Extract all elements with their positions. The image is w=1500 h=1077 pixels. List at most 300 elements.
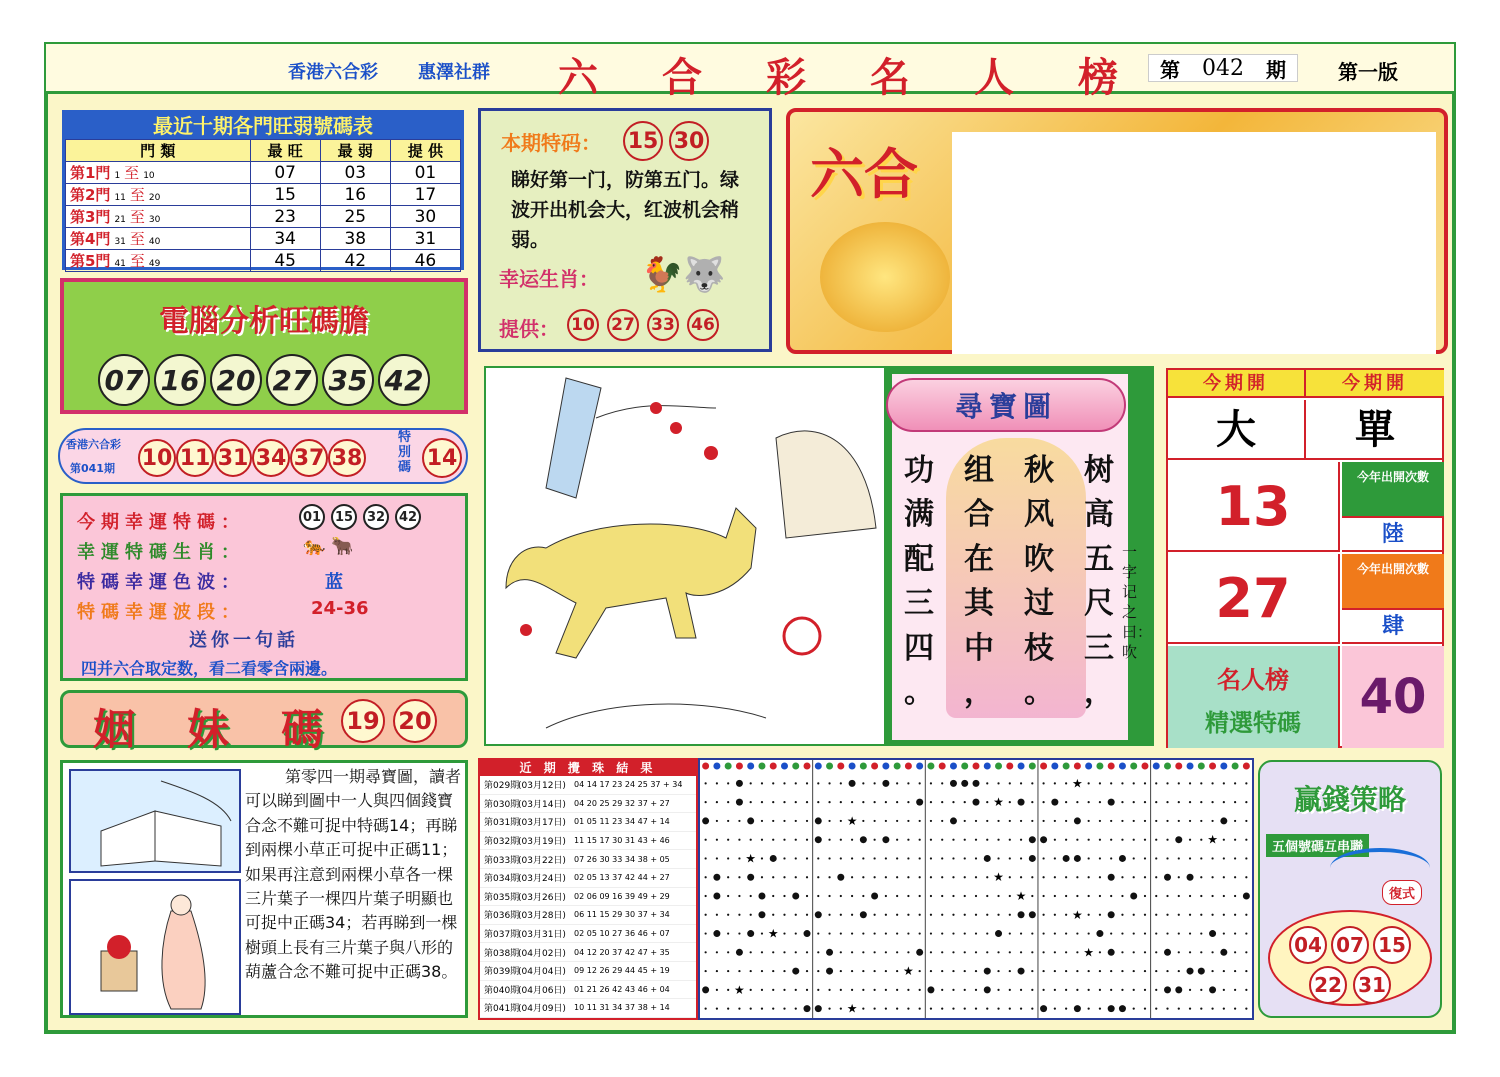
row-numbers: 02 06 09 16 39 49 + 29 — [574, 891, 670, 901]
column-color-marker — [1187, 763, 1194, 770]
title-char: 彩 — [766, 54, 806, 101]
row-date: (03月22日) — [518, 855, 566, 866]
lucky-range: 24-36 — [311, 598, 369, 619]
empty-dot — [1088, 1008, 1090, 1010]
empty-dot — [761, 951, 763, 953]
table-row — [66, 228, 461, 250]
empty-dot — [840, 801, 842, 803]
empty-dot — [1088, 914, 1090, 916]
hit-dot — [995, 930, 1002, 937]
empty-dot — [874, 1008, 876, 1010]
title-char: 榜 — [1078, 54, 1118, 101]
result-number: 37 — [290, 439, 328, 477]
analysis-title: 電腦分析旺碼膽 — [159, 304, 369, 339]
empty-dot — [817, 782, 819, 784]
column-color-marker — [973, 763, 980, 770]
strategy-numbers-oval — [1268, 910, 1432, 1006]
empty-dot — [806, 782, 808, 784]
empty-dot — [907, 820, 909, 822]
empty-dot — [885, 1008, 887, 1010]
empty-dot — [750, 782, 752, 784]
zodiac-animals-icon: 🐅 🐂 — [303, 536, 354, 557]
strategy-number: 04 — [1289, 926, 1327, 964]
empty-dot — [975, 914, 977, 916]
empty-dot — [1245, 970, 1247, 972]
empty-dot — [874, 801, 876, 803]
empty-dot — [761, 876, 763, 878]
treasure-picture — [484, 366, 886, 746]
col-give: 提 供 — [390, 140, 460, 162]
empty-dot — [705, 857, 707, 859]
banner-blank-area — [952, 132, 1436, 354]
empty-dot — [1223, 932, 1225, 934]
empty-dot — [727, 932, 729, 934]
empty-dot — [1042, 951, 1044, 953]
empty-dot — [1065, 801, 1067, 803]
empty-dot — [1144, 1008, 1146, 1010]
empty-dot — [919, 782, 921, 784]
row-period: 第032期 — [484, 837, 520, 848]
empty-dot — [1245, 782, 1247, 784]
row-date: (03月19日) — [518, 837, 566, 848]
empty-dot — [1065, 782, 1067, 784]
hit-dot — [1119, 855, 1126, 862]
empty-dot — [1088, 876, 1090, 878]
empty-dot — [761, 820, 763, 822]
empty-dot — [761, 857, 763, 859]
empty-dot — [1155, 839, 1157, 841]
empty-dot — [828, 782, 830, 784]
empty-dot — [761, 839, 763, 841]
empty-dot — [885, 951, 887, 953]
empty-dot — [783, 970, 785, 972]
empty-dot — [874, 839, 876, 841]
empty-dot — [1031, 1008, 1033, 1010]
empty-dot — [1065, 839, 1067, 841]
computer-analysis-box — [60, 278, 468, 414]
door-to: 30 — [148, 215, 161, 225]
empty-dot — [919, 839, 921, 841]
empty-dot — [750, 1008, 752, 1010]
poem-char: 中 — [964, 630, 994, 666]
table-row — [66, 250, 461, 272]
column-color-marker — [1018, 763, 1025, 770]
empty-dot — [806, 914, 808, 916]
lucky-row3-label: 特碼幸運色波： — [77, 572, 245, 593]
empty-dot — [896, 951, 898, 953]
empty-dot — [862, 989, 864, 991]
door-cell — [66, 228, 251, 250]
empty-dot — [1189, 820, 1191, 822]
hit-dot — [770, 855, 777, 862]
empty-dot — [1189, 914, 1191, 916]
empty-dot — [907, 876, 909, 878]
empty-dot — [896, 801, 898, 803]
door-from: 31 — [114, 237, 126, 247]
empty-dot — [930, 801, 932, 803]
empty-dot — [874, 820, 876, 822]
empty-dot — [1031, 970, 1033, 972]
row-period: 第034期 — [484, 874, 520, 885]
special-number: 30 — [669, 121, 709, 161]
empty-dot — [851, 914, 853, 916]
hit-dot — [1175, 836, 1182, 843]
hit-dot — [860, 911, 867, 918]
empty-dot — [1042, 820, 1044, 822]
empty-dot — [828, 820, 830, 822]
door-name: 第5門 — [70, 252, 111, 270]
empty-dot — [1110, 989, 1112, 991]
empty-dot — [941, 970, 943, 972]
poem-char: ， — [1084, 674, 1114, 710]
result-row — [480, 906, 696, 925]
special-star-mark: ★ — [734, 982, 745, 997]
column-color-marker — [1243, 763, 1250, 770]
result-row — [480, 850, 696, 869]
poem-char: ， — [964, 674, 994, 710]
empty-dot — [997, 1008, 999, 1010]
empty-dot — [761, 801, 763, 803]
empty-dot — [907, 989, 909, 991]
special-star-mark: ★ — [1083, 945, 1095, 960]
empty-dot — [750, 839, 752, 841]
empty-dot — [975, 970, 977, 972]
empty-dot — [828, 914, 830, 916]
banner — [786, 108, 1448, 354]
empty-dot — [885, 914, 887, 916]
empty-dot — [896, 820, 898, 822]
empty-dot — [1110, 970, 1112, 972]
empty-dot — [986, 782, 988, 784]
empty-dot — [1088, 839, 1090, 841]
column-color-marker — [1119, 763, 1126, 770]
empty-dot — [1178, 932, 1180, 934]
empty-dot — [1099, 1008, 1101, 1010]
empty-dot — [1178, 801, 1180, 803]
empty-dot — [907, 895, 909, 897]
empty-dot — [1200, 1008, 1202, 1010]
empty-dot — [1054, 895, 1056, 897]
empty-dot — [885, 932, 887, 934]
empty-dot — [997, 951, 999, 953]
empty-dot — [817, 970, 819, 972]
empty-dot — [738, 970, 740, 972]
special-star-mark: ★ — [993, 795, 1004, 810]
empty-dot — [930, 857, 932, 859]
empty-dot — [1031, 951, 1033, 953]
last-result-numbers — [138, 439, 366, 477]
empty-dot — [1009, 1008, 1011, 1010]
analysis-number: 35 — [322, 354, 374, 406]
empty-dot — [874, 970, 876, 972]
row-date: (04月04日) — [518, 967, 566, 978]
empty-dot — [840, 895, 842, 897]
empty-dot — [1223, 839, 1225, 841]
empty-dot — [997, 839, 999, 841]
empty-dot — [783, 914, 785, 916]
empty-dot — [795, 782, 797, 784]
table-row — [66, 184, 461, 206]
empty-dot — [828, 857, 830, 859]
empty-dot — [1099, 820, 1101, 822]
empty-dot — [1166, 839, 1168, 841]
empty-dot — [975, 932, 977, 934]
empty-dot — [1200, 857, 1202, 859]
hit-dot — [1209, 986, 1216, 993]
empty-dot — [1042, 782, 1044, 784]
empty-dot — [1009, 839, 1011, 841]
empty-dot — [952, 839, 954, 841]
empty-dot — [1009, 801, 1011, 803]
empty-dot — [738, 1008, 740, 1010]
hit-dot — [1130, 893, 1137, 900]
empty-dot — [1099, 876, 1101, 878]
empty-dot — [806, 839, 808, 841]
empty-dot — [1133, 989, 1135, 991]
poem-char: 功 — [904, 453, 934, 488]
empty-dot — [1144, 932, 1146, 934]
empty-dot — [1245, 820, 1247, 822]
row-date: (03月28日) — [518, 911, 566, 922]
empty-dot — [817, 857, 819, 859]
title-char: 合 — [662, 54, 702, 101]
empty-dot — [738, 876, 740, 878]
cell-cold: 16 — [320, 184, 390, 206]
empty-dot — [862, 782, 864, 784]
empty-dot — [919, 932, 921, 934]
empty-dot — [851, 951, 853, 953]
empty-dot — [1234, 895, 1236, 897]
empty-dot — [761, 970, 763, 972]
empty-dot — [705, 876, 707, 878]
empty-dot — [1042, 895, 1044, 897]
empty-dot — [761, 989, 763, 991]
hit-dot — [1187, 874, 1194, 881]
empty-dot — [727, 914, 729, 916]
empty-dot — [997, 989, 999, 991]
poem-char: 三 — [1084, 630, 1114, 666]
empty-dot — [1155, 932, 1157, 934]
column-color-marker — [1029, 763, 1036, 770]
empty-dot — [1110, 820, 1112, 822]
empty-dot — [1144, 951, 1146, 953]
empty-dot — [851, 876, 853, 878]
empty-dot — [1166, 801, 1168, 803]
empty-dot — [783, 839, 785, 841]
special-number: 14 — [422, 438, 462, 478]
empty-dot — [1178, 857, 1180, 859]
empty-dot — [1099, 801, 1101, 803]
empty-dot — [795, 876, 797, 878]
right-panel — [1166, 368, 1444, 748]
result-number: 31 — [214, 439, 252, 477]
empty-dot — [874, 914, 876, 916]
gold-ornament-icon — [820, 222, 950, 332]
poem-char: 枝 — [1024, 630, 1054, 666]
provide-label: 提供： — [499, 317, 559, 341]
empty-dot — [1020, 820, 1022, 822]
row-numbers: 09 12 26 29 44 45 + 19 — [574, 966, 670, 976]
empty-dot — [1009, 970, 1011, 972]
result-number: 38 — [328, 439, 366, 477]
empty-dot — [1234, 951, 1236, 953]
empty-dot — [919, 914, 921, 916]
empty-dot — [851, 932, 853, 934]
banner-logo: 六合 — [810, 142, 918, 206]
row-numbers: 04 20 25 29 32 37 + 27 — [574, 798, 670, 808]
lucky-number: 15 — [331, 504, 357, 530]
empty-dot — [1189, 951, 1191, 953]
cell-cold: 25 — [320, 206, 390, 228]
row-date: (04月06日) — [518, 985, 566, 996]
column-color-marker — [1164, 763, 1171, 770]
rooster-dog-icon: 🐓🐺 — [641, 255, 726, 295]
hit-dot — [1074, 1005, 1081, 1012]
empty-dot — [975, 895, 977, 897]
empty-dot — [975, 876, 977, 878]
column-color-marker — [950, 763, 957, 770]
hit-dot — [747, 817, 754, 824]
empty-dot — [1099, 782, 1101, 784]
empty-dot — [1155, 782, 1157, 784]
empty-dot — [964, 857, 966, 859]
empty-dot — [1166, 970, 1168, 972]
hit-dot — [916, 799, 923, 806]
empty-dot — [1144, 989, 1146, 991]
empty-dot — [772, 782, 774, 784]
result-row — [480, 981, 696, 1000]
poem-column — [1024, 452, 1054, 712]
empty-dot — [851, 857, 853, 859]
empty-dot — [919, 876, 921, 878]
hit-dot — [961, 780, 968, 787]
hit-dot — [1040, 836, 1047, 843]
empty-dot — [1121, 932, 1123, 934]
empty-dot — [1155, 914, 1157, 916]
column-color-marker — [1096, 763, 1103, 770]
empty-dot — [1234, 1008, 1236, 1010]
empty-dot — [941, 876, 943, 878]
poem-column — [904, 452, 934, 712]
empty-dot — [1088, 857, 1090, 859]
empty-dot — [1189, 895, 1191, 897]
empty-dot — [997, 914, 999, 916]
empty-dot — [738, 895, 740, 897]
empty-dot — [1031, 782, 1033, 784]
column-color-marker — [815, 763, 822, 770]
empty-dot — [761, 932, 763, 934]
hit-dot — [860, 836, 867, 843]
empty-dot — [885, 801, 887, 803]
treasure-map — [884, 366, 1154, 746]
empty-dot — [1155, 989, 1157, 991]
row-numbers: 10 11 31 34 37 38 + 14 — [574, 1003, 670, 1013]
empty-dot — [795, 801, 797, 803]
empty-dot — [1065, 914, 1067, 916]
table-header-row — [66, 140, 461, 162]
empty-dot — [1211, 951, 1213, 953]
recent-results-title: 近 期 攪 珠 結 果 — [480, 760, 696, 776]
empty-dot — [1020, 932, 1022, 934]
empty-dot — [1133, 876, 1135, 878]
empty-dot — [828, 1008, 830, 1010]
column-color-marker — [837, 763, 844, 770]
empty-dot — [930, 839, 932, 841]
site-name-right: 惠澤社群 — [418, 62, 490, 83]
result-row — [480, 776, 696, 795]
hit-dot — [1220, 817, 1227, 824]
empty-dot — [975, 951, 977, 953]
door-from: 21 — [114, 215, 126, 225]
column-color-marker — [927, 763, 934, 770]
empty-dot — [896, 932, 898, 934]
hit-dot — [849, 780, 856, 787]
empty-dot — [941, 914, 943, 916]
empty-dot — [1178, 820, 1180, 822]
empty-dot — [964, 895, 966, 897]
empty-dot — [1189, 839, 1191, 841]
empty-dot — [1144, 895, 1146, 897]
result-row — [480, 943, 696, 962]
empty-dot — [783, 895, 785, 897]
cell-give: 17 — [390, 184, 460, 206]
lucky-number: 42 — [395, 504, 421, 530]
times-value-1: 陸 — [1342, 518, 1444, 552]
empty-dot — [919, 857, 921, 859]
empty-dot — [919, 989, 921, 991]
door-to-label: 至 — [129, 186, 145, 204]
sister-number: 19 — [341, 699, 385, 743]
empty-dot — [772, 820, 774, 822]
result-row — [480, 888, 696, 907]
poem-char: 五 — [1084, 541, 1114, 577]
empty-dot — [1031, 989, 1033, 991]
hit-dot — [1108, 874, 1115, 881]
empty-dot — [772, 970, 774, 972]
this-period-head-1: 今期開 — [1168, 370, 1306, 398]
empty-dot — [1200, 895, 1202, 897]
times-label-2: 今年出開次數 — [1342, 554, 1444, 610]
empty-dot — [1223, 895, 1225, 897]
empty-dot — [716, 801, 718, 803]
empty-dot — [1133, 970, 1135, 972]
sister-code-title — [93, 697, 323, 757]
empty-dot — [964, 932, 966, 934]
hit-dot — [1108, 799, 1115, 806]
analysis-numbers — [64, 354, 464, 406]
empty-dot — [986, 801, 988, 803]
empty-dot — [919, 970, 921, 972]
empty-dot — [941, 820, 943, 822]
empty-dot — [986, 1008, 988, 1010]
empty-dot — [1009, 932, 1011, 934]
empty-dot — [1189, 989, 1191, 991]
empty-dot — [705, 914, 707, 916]
empty-dot — [1020, 1008, 1022, 1010]
empty-dot — [1166, 857, 1168, 859]
poem-char: 合 — [964, 497, 994, 533]
empty-dot — [885, 970, 887, 972]
cell-give: 31 — [390, 228, 460, 250]
analysis-number: 16 — [154, 354, 206, 406]
empty-dot — [1223, 1008, 1225, 1010]
empty-dot — [874, 932, 876, 934]
empty-dot — [941, 839, 943, 841]
zodiac-label: 幸运生肖： — [499, 267, 599, 291]
empty-dot — [1234, 820, 1236, 822]
result-row — [480, 832, 696, 851]
empty-dot — [1088, 782, 1090, 784]
